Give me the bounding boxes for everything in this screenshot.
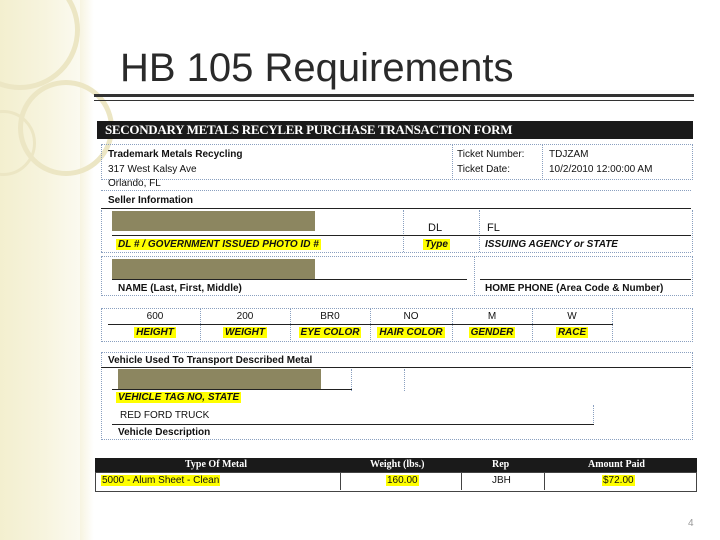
- id-row-bottom-rule: [101, 252, 691, 254]
- weight-label: WEIGHT: [225, 327, 265, 338]
- business-street: 317 West Kalsy Ave: [108, 164, 197, 175]
- vehicle-description-rule: [112, 424, 594, 425]
- race-label: RACE: [557, 327, 587, 338]
- vehicle-divider-2: [404, 369, 405, 391]
- hair-color-label: HAIR COLOR: [379, 327, 443, 338]
- issuing-agency-label: ISSUING AGENCY or STATE: [485, 239, 618, 250]
- seller-heading-rule: [101, 208, 691, 209]
- metal-divider-3: [544, 472, 545, 490]
- id-row-divider-2: [479, 210, 480, 252]
- business-city: Orlando, FL: [108, 178, 161, 189]
- col-amount-paid: Amount Paid: [588, 459, 645, 470]
- ticket-number-label: Ticket Number:: [457, 149, 525, 160]
- name-label: NAME (Last, First, Middle): [118, 283, 242, 294]
- title-rule-thick: [94, 94, 694, 97]
- metal-amount-value: $72.00: [603, 475, 634, 486]
- metal-divider-1: [340, 472, 341, 490]
- title-rule-thin: [94, 100, 694, 101]
- vehicle-heading-rule: [101, 367, 691, 368]
- ticket-block-divider: [542, 144, 543, 178]
- phone-rule: [480, 279, 691, 280]
- dl-id-label: DL # / GOVERNMENT ISSUED PHOTO ID #: [118, 239, 319, 250]
- name-rule: [112, 279, 467, 280]
- gender-label: GENDER: [470, 327, 514, 338]
- business-block-divider: [452, 144, 453, 178]
- redacted-vehicle-tag: [118, 369, 321, 389]
- form-banner: SECONDARY METALS RECYLER PURCHASE TRANSACTION FORM: [97, 121, 693, 139]
- id-row-divider-1: [403, 210, 404, 252]
- vehicle-description-value: RED FORD TRUCK: [120, 410, 210, 421]
- hair-color-value: NO: [403, 311, 419, 322]
- col-rep: Rep: [492, 459, 510, 470]
- id-agency-value: FL: [487, 222, 500, 234]
- metal-table-header: [95, 458, 697, 472]
- page-number: 4: [688, 518, 694, 529]
- ticket-date-value: 10/2/2010 12:00:00 AM: [549, 164, 653, 175]
- vehicle-description-label: Vehicle Description: [118, 427, 211, 438]
- seller-top-rule: [101, 190, 691, 192]
- id-type-value: DL: [428, 222, 443, 234]
- metal-rep-value: JBH: [492, 475, 511, 486]
- vehicle-heading: Vehicle Used To Transport Described Metal: [108, 355, 313, 366]
- gender-value: M: [487, 311, 497, 322]
- height-label: HEIGHT: [136, 327, 174, 338]
- physical-row-rule: [108, 324, 613, 325]
- vehicle-tag-rule: [112, 389, 352, 390]
- id-row-rule: [112, 235, 691, 236]
- vehicle-divider-1: [351, 369, 352, 391]
- weight-value: 200: [236, 311, 254, 322]
- redacted-seller-name: [112, 259, 315, 279]
- height-value: 600: [146, 311, 164, 322]
- redacted-id-number: [112, 211, 315, 231]
- business-name: Trademark Metals Recycling: [108, 149, 243, 160]
- eye-color-label: EYE COLOR: [300, 327, 360, 338]
- home-phone-label: HOME PHONE (Area Code & Number): [485, 283, 664, 294]
- vehicle-divider-3: [593, 405, 594, 425]
- ticket-date-label: Ticket Date:: [457, 164, 510, 175]
- col-weight: Weight (lbs.): [370, 459, 425, 470]
- seller-heading: Seller Information: [108, 195, 194, 206]
- id-type-label: Type: [425, 239, 448, 250]
- eye-color-value: BR0: [320, 311, 340, 322]
- metal-weight-value: 160.00: [387, 475, 418, 486]
- metal-divider-2: [461, 472, 462, 490]
- physical-divider-6: [612, 308, 613, 340]
- slide-title: HB 105 Requirements: [120, 46, 514, 90]
- metal-type-value: 5000 - Alum Sheet - Clean: [102, 475, 220, 486]
- col-type-of-metal: Type Of Metal: [185, 459, 248, 470]
- ticket-number-value: TDJZAM: [549, 149, 589, 160]
- vehicle-tag-label: VEHICLE TAG NO, STATE: [118, 392, 240, 403]
- name-row-divider: [474, 256, 475, 294]
- slide-left-band-edge: [80, 0, 94, 540]
- race-value: W: [567, 311, 577, 322]
